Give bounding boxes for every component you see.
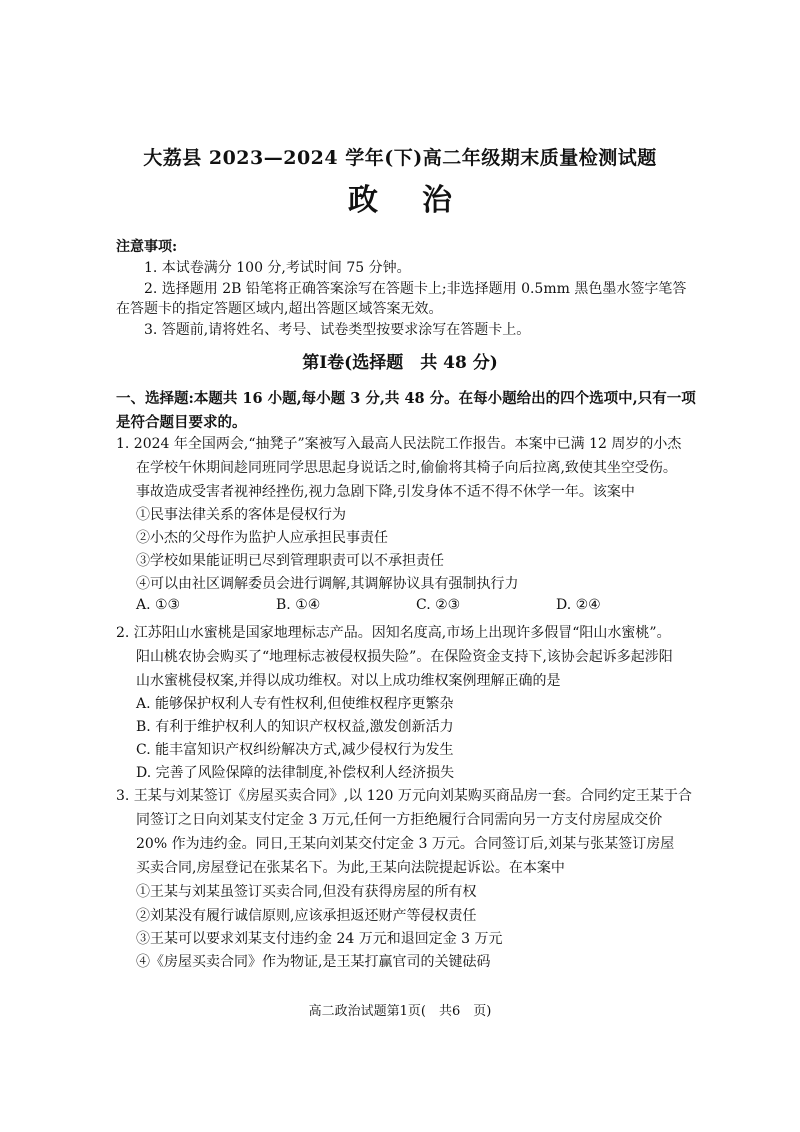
q3-stem-line-1: 3. 王某与刘某签订《房屋买卖合同》,以 120 万元向刘某购买商品房一套。合同约定王某于合 — [116, 788, 692, 804]
q3-statement-4: ④《房屋买卖合同》作为物证,是王某打赢官司的关键砝码 — [136, 954, 491, 970]
q1-stem-line-3: 事故造成受害者视神经挫伤,视力急剧下降,引发身体不适不得不休学一年。该案中 — [136, 484, 635, 500]
q1-statement-4: ④可以由社区调解委员会进行调解,其调解协议具有强制执行力 — [136, 576, 519, 592]
notice-item-1: 1. 本试卷满分 100 分,考试时间 75 分钟。 — [144, 260, 411, 276]
q2-stem-line-3: 山水蜜桃侵权案,并得以成功维权。对以上成功维权案例理解正确的是 — [136, 673, 561, 689]
q3-stem-line-4: 买卖合同,房屋登记在张某名下。为此,王某向法院提起诉讼。在本案中 — [136, 860, 565, 876]
q3-stem-line-2: 同签订之日向刘某支付定金 3 万元,任何一方拒绝履行合同需向另一方支付房屋成交价 — [136, 812, 663, 828]
q1-choice-d: D. ②④ — [556, 597, 601, 613]
q1-stem-line-2: 在学校午休期间趁同班同学思思起身说话之时,偷偷将其椅子向后拉离,致使其坐空受伤。 — [136, 460, 677, 476]
section-instructions-line-2: 是符合题目要求的。 — [116, 414, 247, 431]
q2-stem-line-2: 阳山桃农协会购买了“地理标志被侵权损失险”。在保险资金支持下,该协会起诉多起涉阳 — [136, 649, 673, 665]
notice-item-3: 3. 答题前,请将姓名、考号、试卷类型按要求涂写在答题卡上。 — [144, 322, 531, 338]
exam-title: 大荔县 2023—2024 学年(下)高二年级期末质量检测试题 — [143, 147, 657, 169]
subject-title: 政治 — [348, 183, 496, 218]
notice-item-2-line-2: 在答题卡的指定答题区域内,超出答题区域答案无效。 — [116, 301, 443, 317]
q1-choices — [136, 597, 696, 617]
q1-stem-line-1: 1. 2024 年全国两会,“抽凳子”案被写入最高人民法院工作报告。本案中已满 12 周岁的小杰 — [116, 436, 682, 452]
notice-item-2-line-1: 2. 选择题用 2B 铅笔将正确答案涂写在答题卡上;非选择题用 0.5mm 黑色墨水签字笔答 — [144, 281, 687, 297]
q3-stem-line-3: 20% 作为违约金。同日,王某向刘某交付定金 3 万元。合同签订后,刘某与张某签订房屋 — [136, 836, 675, 852]
section-title: 第Ⅰ卷(选择题 共 48 分) — [302, 353, 498, 373]
q1-choice-c: C. ②③ — [416, 597, 461, 613]
section-instructions-line-1: 一、选择题:本题共 16 小题,每小题 3 分,共 48 分。在每小题给出的四个选项中,只有一项 — [116, 390, 696, 407]
q2-option-a: A. 能够保护权利人专有性权利,但使维权程序更繁杂 — [136, 696, 454, 712]
q3-statement-1: ①王某与刘某虽签订买卖合同,但没有获得房屋的所有权 — [136, 884, 477, 900]
q1-choice-a: A. ①③ — [136, 597, 181, 613]
q1-statement-1: ①民事法律关系的客体是侵权行为 — [136, 507, 346, 523]
q2-option-d: D. 完善了风险保障的法律制度,补偿权利人经济损失 — [136, 765, 455, 781]
q2-stem-line-1: 2. 江苏阳山水蜜桃是国家地理标志产品。因知名度高,市场上出现许多假冒“阳山水蜜桃”。 — [116, 625, 671, 641]
notice-heading: 注意事项: — [116, 239, 178, 255]
q3-statement-2: ②刘某没有履行诚信原则,应该承担返还财产等侵权责任 — [136, 908, 477, 924]
q3-statement-3: ③王某可以要求刘某支付违约金 24 万元和退回定金 3 万元 — [136, 931, 503, 947]
page-footer: 高二政治试题第1页( 共6 页) — [308, 1004, 492, 1019]
q1-choice-b: B. ①④ — [276, 597, 321, 613]
q1-statement-3: ③学校如果能证明已尽到管理职责可以不承担责任 — [136, 553, 444, 569]
q2-option-c: C. 能丰富知识产权纠纷解决方式,减少侵权行为发生 — [136, 742, 454, 758]
q2-option-b: B. 有利于维护权利人的知识产权权益,激发创新活力 — [136, 719, 454, 735]
q1-statement-2: ②小杰的父母作为监护人应承担民事责任 — [136, 530, 388, 546]
